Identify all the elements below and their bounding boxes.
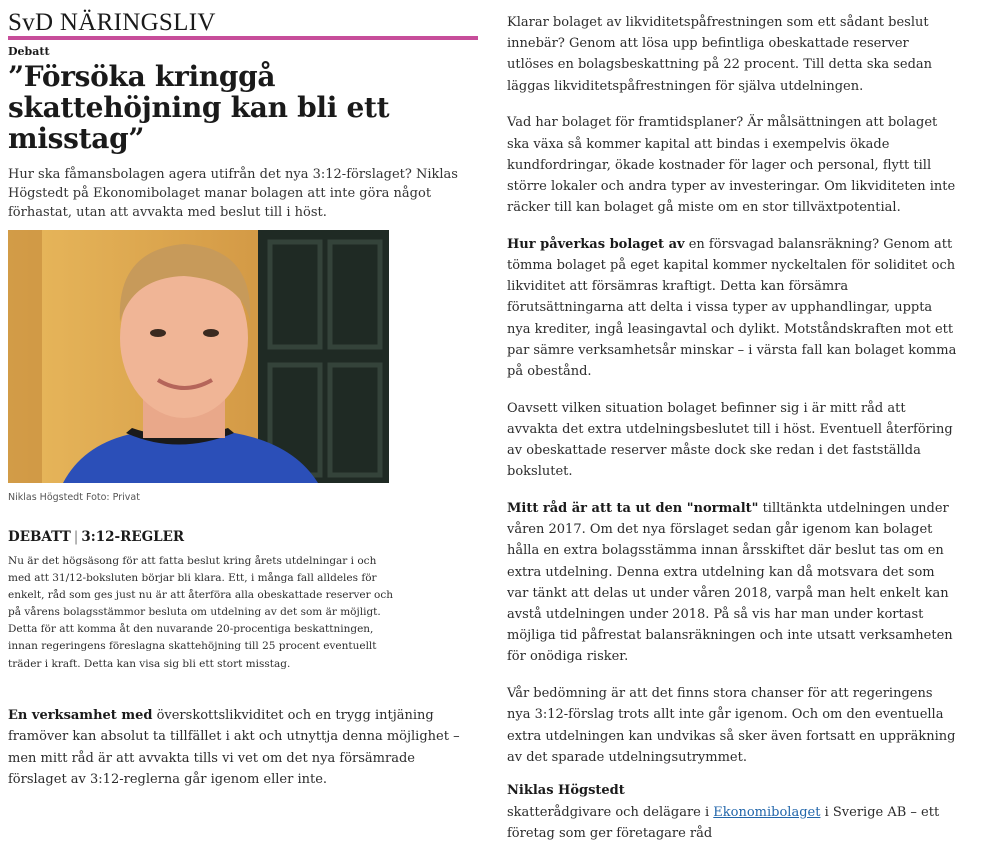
factbox-label: DEBATT [8,529,71,545]
body-paragraph-assessment: Vår bedömning är att det finns stora chanser för att regeringens nya 3:12-förslag trots allt inte går igenom. Och om den eventuella extra utdelningen kan undvikas så sker även fortsatt en uppräkning av det sparade utdelningsutrymmet. [507,686,956,765]
body-paragraph-balance-sheet [507,234,957,382]
headline: ”Försöka kringgå skattehöjning kan bli ett misstag” [8,60,390,155]
author-photo [8,230,389,483]
masthead-logo[interactable]: SvD NÄRINGSLIV [8,9,216,36]
section-label[interactable]: Debatt [8,45,50,58]
author-bio [507,802,957,844]
factbox-heading [8,529,184,545]
bio-text-after: i Sverige AB – ett företag som ger företagare råd [507,805,940,842]
factbox-divider: | [73,529,79,545]
factbox-text: Nu är det högsäsong för att fatta beslut kring årets utdelningar i och med att 31/12-boksluten börjar bli klara. Ett, i många fall alldeles för enkelt, råd som ges just nu är att återföra alla obeskattade reserver och på vårens bolagsstämmor besluta om utdelning av det som är möjligt. Detta för att komma åt den nuvarande 20-procentiga beskattningen, innan regeringens föreslagna skattehöjning till 25 procent eventuellt träder i kraft. Detta kan visa sig bli ett stort misstag. [8,555,393,670]
body-paragraph [8,705,473,790]
masthead [8,0,478,40]
paragraph-lead: En verksamhet med [8,708,153,723]
paragraph-lead: Mitt råd är att ta ut den "normalt" [507,501,759,517]
paragraph-lead: Hur påverkas bolaget av [507,236,685,252]
body-paragraph-liquidity: Klarar bolaget av likviditetspåfrestningen som ett sådant beslut innebär? Genom att lösa upp befintliga obeskattade reserver utlöses en bolagsbeskattning på 22 procent. Till detta ska sedan läggas likviditetspåfrestningen för själva utdelningen. [507,15,933,94]
right-column [507,12,957,850]
photo-caption: Niklas Högstedt Foto: Privat [8,492,140,503]
lede: Hur ska fåmansbolagen agera utifrån det nya 3:12-förslaget? Niklas Högstedt på Ekonomibolaget manar bolagen att inte göra något förhastat, utan att avvakta med beslut till i höst. [8,167,458,220]
paragraph-text: en försvagad balansräkning? Genom att tömma bolaget på eget kapital kommer nyckeltalen för soliditet och likviditet att försämras kraftigt. Detta kan försämra förutsättningarna att delta i vissa typer av upphandlingar, uppta nya krediter, ingå leasingavtal och dylikt. Motståndskraften mot ett par sämre verksamhetsår minskar – i värsta fall kan bolaget komma på obestånd. [507,236,957,380]
left-column [8,0,478,787]
portrait-illustration [8,230,389,483]
author-name: Niklas Högstedt [507,783,625,798]
paragraph-text: överskottslikviditet och en trygg intjäning framöver kan absolut ta tillfället i akt och utnyttja denna möjlighet – men mitt råd är att avvakta tills vi vet om det nya försämrade förslaget av 3:12-reglerna går igenom eller inte. [8,708,460,787]
body-paragraph-recommendation [507,498,957,668]
body-paragraph-advice: Oavsett vilken situation bolaget befinner sig i är mitt råd att avvakta det extra utdelningsbeslutet till i höst. Eventuell återföring av obeskattade reserver måste dock ske redan i det fastställda bokslutet. [507,400,953,480]
ekonomibolaget-link[interactable]: Ekonomibolaget [713,805,821,820]
paragraph-text: tilltänkta utdelningen under våren 2017. Om det nya förslaget sedan går igenom kan bolaget hålla en extra bolagsstämma innan årsskiftet där beslut tas om en extra utdelning. Denna extra utdelning kan då motsvara det som var tänkt att delas ut under våren 2018, varpå man helt enkelt kan avstå utdelningen under 2018. På så vis har man under kortast möjliga tid påfrestat balansräkningen och inte utsatt verksamheten för onödiga risker. [507,501,953,665]
factbox-topic: 3:12-REGLER [81,529,185,545]
body-paragraph-future-plans: Vad har bolaget för framtidsplaner? Är målsättningen att bolaget ska växa så kommer kapital att bindas i exempelvis ökade kundfordringar, ökade kostnader för lager och personal, flytt till större lokaler och andra typer av investeringar. Om likviditeten inte räcker till kan bolaget gå miste om en stor tillväxtpotential. [507,115,956,216]
bio-text-before: skatterådgivare och delägare i [507,805,714,820]
